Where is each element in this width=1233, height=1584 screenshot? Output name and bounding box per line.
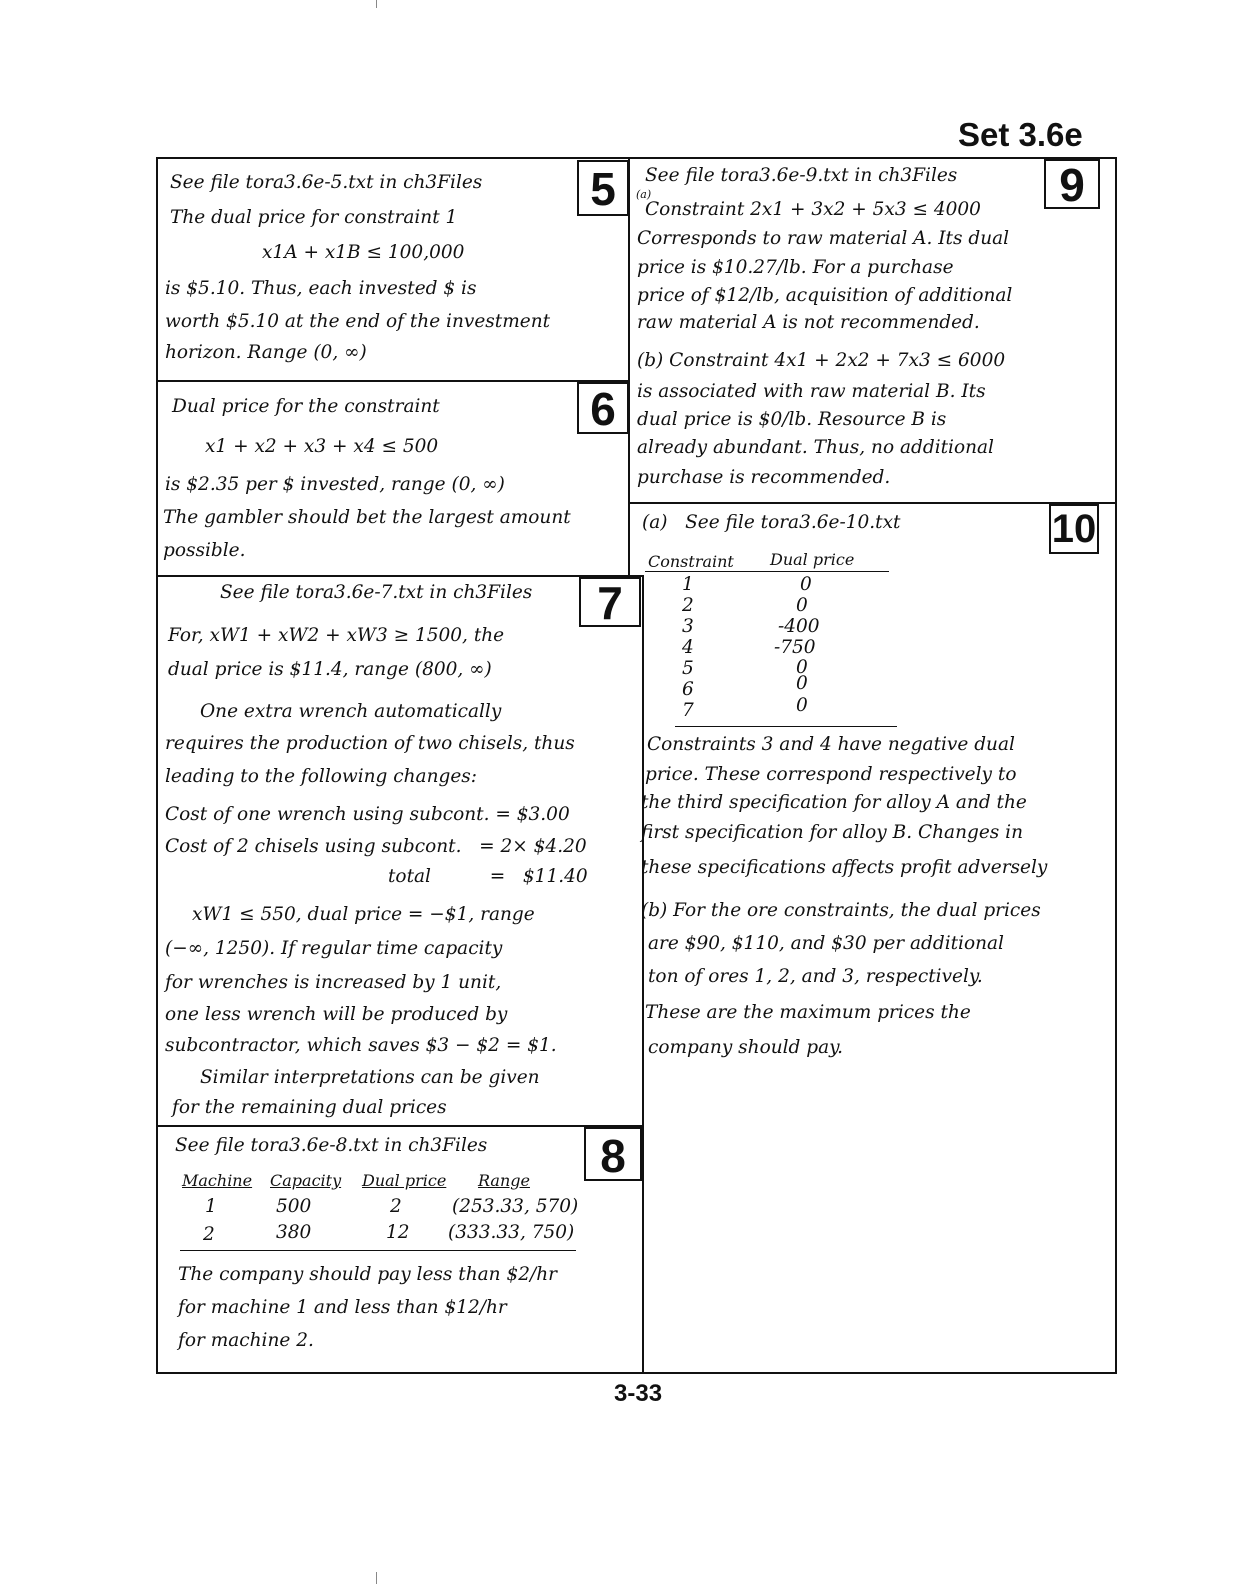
- p10-line-1: Constraints 3 and 4 have negative dual: [647, 734, 1015, 755]
- p7-total: total = $11.40: [388, 866, 588, 887]
- p10-row5-dual: 0: [796, 657, 808, 678]
- p10-line-5: these specifications affects profit adversely: [641, 857, 1048, 878]
- p7-line-1: See file tora3.6e-7.txt in ch3Files: [220, 582, 533, 603]
- p10-row2-constraint: 2: [682, 595, 694, 616]
- problem-9-badge: 9: [1044, 159, 1100, 209]
- column-divider-lower: [642, 575, 644, 1374]
- p9-line-1: See file tora3.6e-9.txt in ch3Files: [645, 165, 958, 186]
- p8-row1-dual-price: 2: [390, 1196, 402, 1217]
- p10-line-10: company should pay.: [648, 1037, 844, 1058]
- divider-6-7: [156, 575, 644, 577]
- p8-row2-range: (333.33, 750): [448, 1222, 575, 1243]
- p8-conclusion-1: The company should pay less than $2/hr: [178, 1264, 557, 1285]
- p10-row3-dual: -400: [778, 616, 820, 637]
- page-number: 3-33: [614, 1380, 663, 1407]
- p7-line-12: for wrenches is increased by 1 unit,: [165, 972, 502, 993]
- p8-row1-machine: 1: [205, 1196, 217, 1217]
- divider-5-6: [156, 380, 630, 382]
- p10-header-constraint: Constraint: [648, 552, 734, 571]
- p7-line-6: leading to the following changes:: [165, 766, 478, 787]
- p7-line-8: Cost of 2 chisels using subcont. = 2× $4.20: [165, 836, 587, 857]
- p10-line-7: are $90, $110, and $30 per additional: [648, 933, 1004, 954]
- p7-line-14: subcontractor, which saves $3 − $2 = $1.: [165, 1035, 557, 1056]
- problem-10-badge: 10: [1049, 504, 1099, 554]
- p10-row5-constraint: 5: [682, 658, 694, 679]
- problem-8-badge: 8: [584, 1127, 642, 1181]
- p10-line-4: first specification for alloy B. Changes in: [641, 822, 1023, 843]
- p6-line-3: is $2.35 per $ invested, range (0, ∞): [165, 474, 505, 495]
- p10-line-2: price. These correspond respectively to: [645, 764, 1017, 785]
- p9-line-4: Corresponds to raw material A. Its dual: [637, 228, 1010, 249]
- p5-line-1: See file tora3.6e-5.txt in ch3Files: [170, 172, 483, 193]
- p5-line-2: The dual price for constraint 1: [170, 207, 458, 228]
- p8-conclusion-3: for machine 2.: [178, 1330, 314, 1351]
- p10-row7-constraint: 7: [682, 700, 694, 721]
- divider-9-10: [628, 502, 1117, 504]
- scan-mark-top: [376, 0, 377, 8]
- p5-line-6: horizon. Range (0, ∞): [165, 342, 367, 363]
- p10-header-rule: [645, 571, 889, 572]
- p10-header-dual-price: Dual price: [770, 550, 855, 569]
- p9-line-9: is associated with raw material B. Its: [637, 381, 986, 402]
- p6-line-1: Dual price for the constraint: [172, 396, 440, 417]
- p10-line-3: the third specification for alloy A and the: [641, 792, 1027, 813]
- problem-5-badge: 5: [577, 160, 629, 216]
- p10-row6-dual: 0: [796, 673, 808, 694]
- p10-row7-dual: 0: [796, 695, 808, 716]
- p8-table-rule: [180, 1250, 576, 1251]
- p7-line-3: dual price is $11.4, range (800, ∞): [168, 659, 492, 680]
- p7-line-2: For, xW1 + xW2 + xW3 ≥ 1500, the: [168, 625, 505, 646]
- p9-line-11: already abundant. Thus, no additional: [637, 437, 994, 458]
- p9-line-5: price is $10.27/lb. For a purchase: [637, 257, 954, 278]
- set-title: Set 3.6e: [958, 116, 1083, 153]
- p9-line-7: raw material A is not recommended.: [637, 312, 980, 333]
- p10-line-9: These are the maximum prices the: [645, 1002, 971, 1023]
- p5-constraint: x1A + x1B ≤ 100,000: [262, 242, 465, 263]
- p7-line-7: Cost of one wrench using subcont. = $3.00: [165, 804, 570, 825]
- p8-row2-dual-price: 12: [386, 1222, 410, 1243]
- p9-line-3: Constraint 2x1 + 3x2 + 5x3 ≤ 4000: [645, 199, 981, 220]
- p9-line-12: purchase is recommended.: [637, 467, 891, 488]
- p10-line-6: (b) For the ore constraints, the dual prices: [641, 900, 1041, 921]
- p6-line-5: possible.: [163, 540, 246, 561]
- p5-line-5: worth $5.10 at the end of the investment: [165, 311, 551, 332]
- p7-line-15: Similar interpretations can be given: [200, 1067, 540, 1088]
- p8-header-machine: Machine: [182, 1171, 253, 1190]
- p9-line-10: dual price is $0/lb. Resource B is: [637, 409, 947, 430]
- p9-line-8: (b) Constraint 4x1 + 2x2 + 7x3 ≤ 6000: [637, 350, 1006, 371]
- p7-line-5: requires the production of two chisels, thus: [165, 733, 575, 754]
- problem-7-badge: 7: [579, 577, 641, 627]
- problem-6-badge: 6: [577, 382, 629, 434]
- p7-line-13: one less wrench will be produced by: [165, 1004, 508, 1025]
- p10-row4-dual: -750: [774, 637, 816, 658]
- p7-line-11: (−∞, 1250). If regular time capacity: [165, 938, 503, 959]
- p10-row1-dual: 0: [800, 574, 812, 595]
- p10-row2-dual: 0: [796, 595, 808, 616]
- p10-row6-constraint: 6: [682, 679, 694, 700]
- p8-conclusion-2: for machine 1 and less than $12/hr: [178, 1297, 507, 1318]
- p7-line-16: for the remaining dual prices: [172, 1097, 447, 1118]
- p7-line-10: xW1 ≤ 550, dual price = −$1, range: [192, 904, 535, 925]
- p10-line-8: ton of ores 1, 2, and 3, respectively.: [648, 966, 983, 987]
- p8-row2-machine: 2: [203, 1224, 215, 1245]
- p8-intro: See file tora3.6e-8.txt in ch3Files: [175, 1135, 488, 1156]
- divider-7-8: [156, 1125, 644, 1127]
- p10-table-rule: [675, 726, 897, 727]
- p8-row1-capacity: 500: [276, 1196, 312, 1217]
- p6-constraint: x1 + x2 + x3 + x4 ≤ 500: [205, 436, 439, 457]
- p10-row4-constraint: 4: [682, 637, 694, 658]
- p9-part-a-label: (a): [636, 188, 652, 201]
- p10-row3-constraint: 3: [682, 616, 694, 637]
- p7-line-4: One extra wrench automatically: [200, 701, 502, 722]
- p10-intro: (a) See file tora3.6e-10.txt: [642, 512, 901, 533]
- p8-header-dual-price: Dual price: [362, 1171, 447, 1190]
- p8-row2-capacity: 380: [276, 1222, 312, 1243]
- p9-line-6: price of $12/lb, acquisition of additional: [637, 285, 1013, 306]
- p10-row1-constraint: 1: [682, 574, 694, 595]
- p8-row1-range: (253.33, 570): [452, 1196, 579, 1217]
- p5-line-4: is $5.10. Thus, each invested $ is: [165, 278, 477, 299]
- p6-line-4: The gambler should bet the largest amount: [163, 507, 571, 528]
- p8-header-range: Range: [478, 1171, 530, 1190]
- scan-mark-bottom: [376, 1572, 377, 1584]
- p8-header-capacity: Capacity: [270, 1171, 342, 1190]
- column-divider-upper: [628, 157, 630, 577]
